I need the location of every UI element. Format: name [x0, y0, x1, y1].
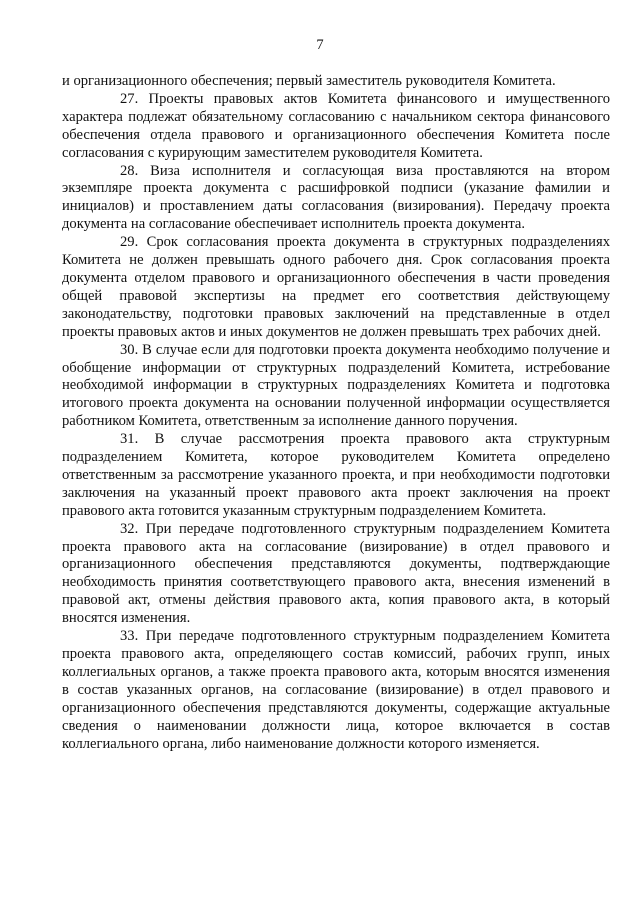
paragraph-31: 31. В случае рассмотрения проекта правового акта структурным подразделением Комитета, которое руководителем Комитета определено ответственным за рассмотрение указанного проекта, и при необходимости подготовки заключения на указанный проект правового акта проект заключения на проект правового акта готовится указанным структурным подразделением Комитета.: [62, 431, 610, 519]
paragraph-27: 27. Проекты правовых актов Комитета финансового и имущественного характера подлежат обязательному согласованию с начальником сектора финансового обеспечения отдела правового и организационного обеспечения Комитета после согласования с курирующим заместителем руководителя Комитета.: [62, 90, 610, 161]
paragraph-33: 33. При передаче подготовленного структурным подразделением Комитета проекта правового акта, определяющего состав комиссий, рабочих групп, иных коллегиальных органов, а также проекта правового акта, которым вносятся изменения в состав указанных органов, на согласование (визирование) в отдел правового и организационного обеспечения представляются документы, содержащие актуальные сведения о наименовании должности лица, которое включается в состав коллегиального органа, либо наименование должности которого изменяется.: [62, 628, 610, 752]
paragraph-32: 32. При передаче подготовленного структурным подразделением Комитета проекта правового акта на согласование (визирование) в отдел правового и организационного обеспечения представляются документы, подтверждающие необходимость принятия соответствующего правового акта, внесения изменений в правовой акт, отмены действия правового акта, копия правового акта, в который вносятся изменения.: [62, 520, 610, 627]
paragraph-28: 28. Виза исполнителя и согласующая виза проставляются на втором экземпляре проекта документа с расшифровкой подписи (указание фамилии и инициалов) и проставлением даты согласования (визирования). Передачу проекта документа на согласование обеспечивает исполнитель проекта документа.: [62, 162, 610, 233]
document-body: [62, 73, 610, 753]
paragraph-continuation: и организационного обеспечения; первый заместитель руководителя Комитета.: [62, 73, 556, 89]
paragraph-30: 30. В случае если для подготовки проекта документа необходимо получение и обобщение информации от структурных подразделений Комитета, истребование необходимой информации в структурных подразделениях Комитета и подготовка итогового проекта документа на основании полученной информации осуществляется работником Комитета, ответственным за исполнение данного поручения.: [62, 341, 610, 430]
paragraph-29: 29. Срок согласования проекта документа в структурных подразделениях Комитета не должен превышать одного рабочего дня. Срок согласования проекта документа отделом правового и организационного обеспечения в части проведения общей правовой экспертизы на предмет его соответствия действующему законодательству, подготовки правовых заключений на представленные в отдел проекты правовых актов и иных документов не должен превышать трех рабочих дней.: [62, 234, 610, 340]
page-number: 7: [316, 37, 324, 53]
